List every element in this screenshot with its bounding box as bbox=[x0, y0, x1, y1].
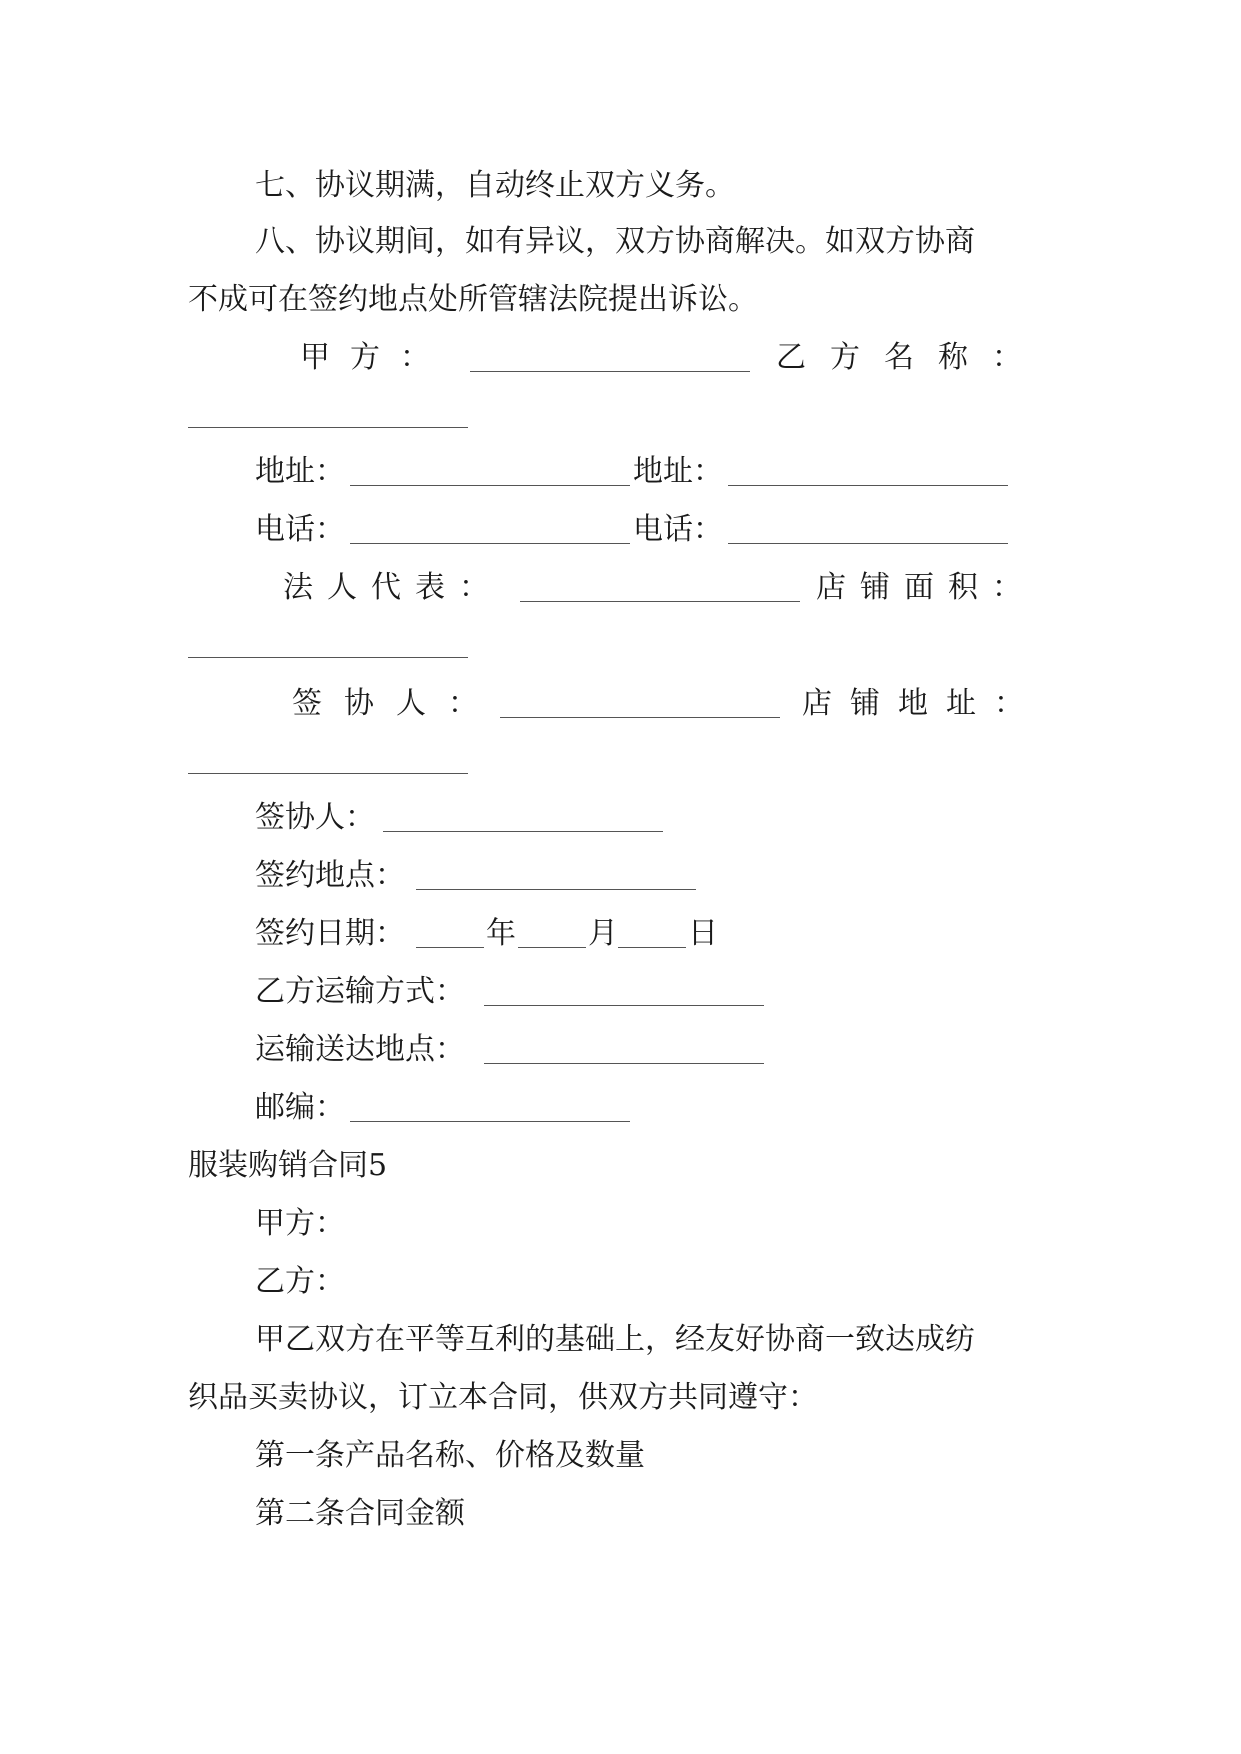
sign-place-label: 签约地点： bbox=[255, 858, 405, 893]
phone-b-blank bbox=[728, 542, 1008, 544]
transport-blank bbox=[484, 1004, 764, 1006]
signer-label: 签协人： bbox=[292, 686, 500, 721]
sign-place-blank bbox=[416, 888, 696, 890]
party-b-line: 乙方： bbox=[255, 1264, 345, 1299]
year-label: 年 bbox=[486, 916, 516, 951]
phone-a-blank bbox=[350, 542, 630, 544]
month-blank bbox=[518, 946, 586, 948]
party-a-blank bbox=[470, 370, 750, 372]
signer2-blank bbox=[383, 830, 663, 832]
shop-area-label: 店铺面积： bbox=[816, 570, 1036, 605]
address-b-label: 地址： bbox=[633, 454, 723, 489]
contract-5-title: 服装购销合同5 bbox=[188, 1148, 388, 1183]
party-a-label: 甲方： bbox=[300, 340, 450, 375]
signer-blank bbox=[500, 716, 780, 718]
postcode-label: 邮编： bbox=[255, 1090, 345, 1125]
party-b-name-blank bbox=[188, 426, 468, 428]
phone-b-label: 电话： bbox=[633, 512, 723, 547]
shop-address-blank bbox=[188, 772, 468, 774]
clause-7: 七、协议期满，自动终止双方义务。 bbox=[255, 168, 735, 203]
shop-area-blank bbox=[188, 656, 468, 658]
delivery-label: 运输送达地点： bbox=[255, 1032, 465, 1067]
address-a-blank bbox=[350, 484, 630, 486]
intro-line1: 甲乙双方在平等互利的基础上，经友好协商一致达成纺 bbox=[255, 1322, 975, 1357]
transport-label: 乙方运输方式： bbox=[255, 974, 465, 1009]
postcode-blank bbox=[350, 1120, 630, 1122]
year-blank bbox=[416, 946, 484, 948]
intro-line2: 织品买卖协议，订立本合同，供双方共同遵守： bbox=[188, 1380, 818, 1415]
address-b-blank bbox=[728, 484, 1008, 486]
day-label: 日 bbox=[688, 916, 718, 951]
sign-date-label: 签约日期： bbox=[255, 916, 405, 951]
legal-rep-label: 法人代表： bbox=[283, 570, 503, 605]
day-blank bbox=[618, 946, 686, 948]
article-1: 第一条产品名称、价格及数量 bbox=[255, 1438, 645, 1473]
clause-8-line1: 八、协议期间，如有异议，双方协商解决。如双方协商 bbox=[255, 224, 975, 259]
party-a-line: 甲方： bbox=[255, 1206, 345, 1241]
party-b-name-label: 乙方名称： bbox=[776, 340, 1046, 375]
signer2-label: 签协人： bbox=[255, 800, 375, 835]
legal-rep-blank bbox=[520, 600, 800, 602]
delivery-blank bbox=[484, 1062, 764, 1064]
shop-address-label: 店铺地址： bbox=[802, 686, 1042, 721]
month-label: 月 bbox=[588, 916, 618, 951]
clause-8-line2: 不成可在签约地点处所管辖法院提出诉讼。 bbox=[188, 282, 758, 317]
address-a-label: 地址： bbox=[255, 454, 345, 489]
phone-a-label: 电话： bbox=[255, 512, 345, 547]
article-2: 第二条合同金额 bbox=[255, 1496, 465, 1531]
